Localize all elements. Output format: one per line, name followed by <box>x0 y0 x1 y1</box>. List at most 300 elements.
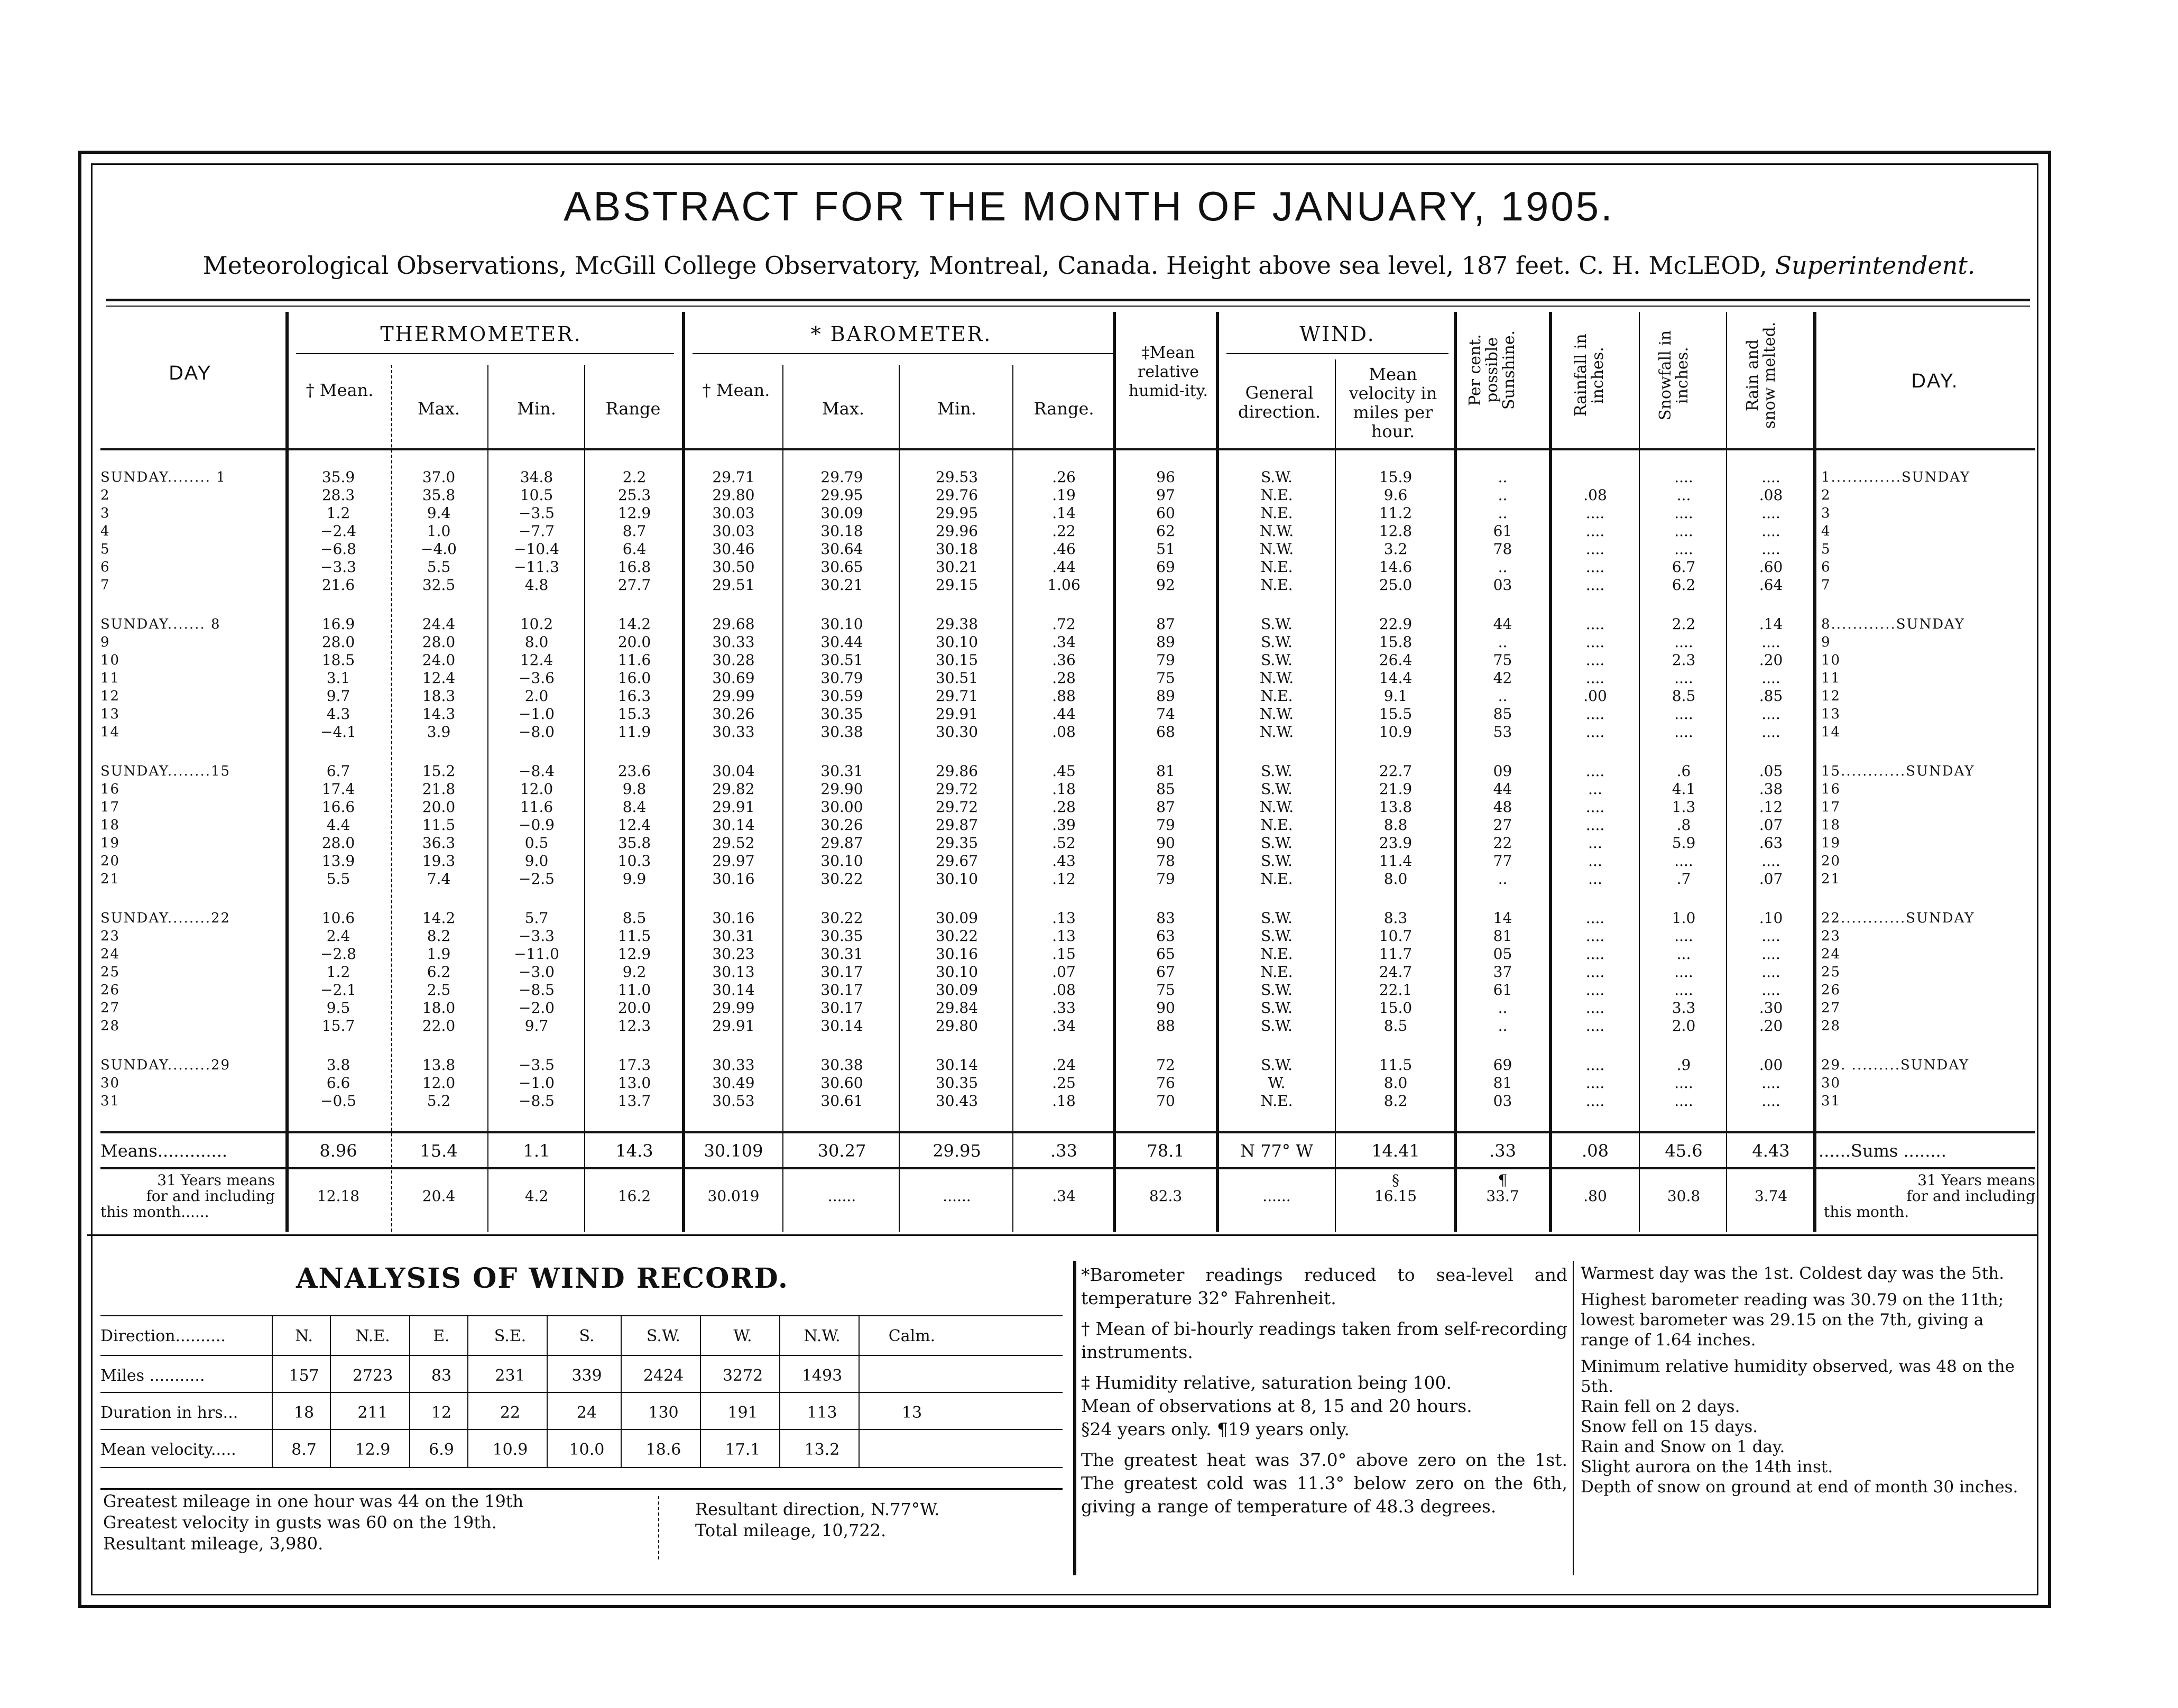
cell-hum: 92 <box>1156 576 1175 594</box>
row-day-label-right: 15............SUNDAY <box>1821 763 1975 779</box>
cell-brange: .28 <box>1052 798 1076 816</box>
cell-bmax: 29.79 <box>820 468 863 486</box>
row-day-label-right: 21 <box>1821 871 1841 887</box>
cell-rain: .... <box>1585 1092 1605 1110</box>
cell-bmean: 30.16 <box>712 870 755 888</box>
day-header-right: DAY. <box>1911 370 1959 392</box>
cell-tmean: 17.4 <box>321 780 355 798</box>
cell-bmin: 30.10 <box>935 870 979 888</box>
wind-miles-cell: 2424 <box>643 1367 684 1385</box>
cell-tmean: 35.9 <box>321 468 355 486</box>
cell-tmax: 1.9 <box>427 945 451 963</box>
thermo-max-header: Max. <box>417 399 460 419</box>
cell-sun: 03 <box>1493 1092 1512 1110</box>
table-row <box>0 688 2178 704</box>
table-row <box>0 505 2178 521</box>
cell-bmin: 30.09 <box>935 909 979 927</box>
cell-trange: 13.0 <box>617 1074 651 1092</box>
cell-rs: .63 <box>1759 834 1783 852</box>
resultant-mileage: Resultant mileage, 3,980. <box>103 1534 324 1554</box>
cell-tmax: 6.2 <box>427 963 451 981</box>
wind-duration-cell: Duration in hrs... <box>100 1404 238 1422</box>
cell-tmax: 32.5 <box>422 576 456 594</box>
row-day-label: 17 <box>100 799 121 815</box>
cell-bmean: 30.50 <box>712 558 755 576</box>
cell-bmax: 30.35 <box>820 927 863 945</box>
cell-tmax: 19.3 <box>422 852 456 870</box>
cell-tmin: 12.0 <box>520 780 553 798</box>
row-day-label-right: 26 <box>1821 982 1841 998</box>
cell-hum: 70 <box>1156 1092 1175 1110</box>
years-direction: ...... <box>1262 1187 1291 1205</box>
cell-dir: N.E. <box>1260 945 1293 963</box>
cell-rs: .... <box>1761 1074 1780 1092</box>
note-heat-cold: The greatest heat was 37.0° above zero on the 1st. The greatest cold was 11.3° below zero on the 6th, giving a range of temperature of 48.3 degrees. <box>1081 1450 1567 1517</box>
cell-tmin: −11.3 <box>514 558 559 576</box>
cell-rain: .08 <box>1583 486 1607 504</box>
cell-dir: S.W. <box>1261 927 1293 945</box>
cell-bmax: 30.31 <box>820 762 863 780</box>
wind-analysis-table <box>100 1311 1052 1485</box>
cell-rs: .... <box>1761 852 1780 870</box>
row-day-label-right: 5 <box>1821 541 1831 557</box>
cell-rs: .... <box>1761 504 1780 522</box>
cell-snow: .... <box>1674 468 1693 486</box>
row-day-label-right: 14 <box>1821 724 1841 740</box>
cell-bmin: 29.95 <box>935 504 979 522</box>
cell-vel: 21.9 <box>1379 780 1413 798</box>
cell-bmean: 30.03 <box>712 522 755 540</box>
cell-tmax: 12.4 <box>422 669 456 687</box>
cell-rs: .20 <box>1759 1017 1783 1035</box>
wind-velocity-header: Mean velocity in miles per hour. <box>1349 364 1437 441</box>
cell-rain: .... <box>1585 615 1605 633</box>
years-rainfall: .80 <box>1583 1187 1607 1205</box>
row-day-label-right: 7 <box>1821 577 1831 593</box>
cell-sun: 42 <box>1493 669 1512 687</box>
cell-brange: .72 <box>1052 615 1076 633</box>
cell-rs: .12 <box>1759 798 1783 816</box>
wind-headers-cell: Direction.......... <box>100 1327 226 1345</box>
cell-hum: 87 <box>1156 615 1175 633</box>
cell-bmin: 30.16 <box>935 945 979 963</box>
cell-tmin: −2.5 <box>519 870 555 888</box>
cell-dir: N.W. <box>1259 669 1294 687</box>
thermo-mean-header: † Mean. <box>306 380 374 400</box>
cell-tmax: −4.0 <box>421 540 457 558</box>
cell-dir: N.E. <box>1260 1092 1293 1110</box>
cell-bmin: 29.84 <box>935 999 979 1017</box>
cell-tmax: 24.4 <box>422 615 456 633</box>
cell-trange: 2.2 <box>622 468 647 486</box>
cell-bmax: 30.10 <box>820 615 863 633</box>
row-day-label-right: 3 <box>1821 505 1831 521</box>
cell-sun: 61 <box>1493 981 1512 999</box>
cell-tmin: −3.5 <box>519 1056 555 1074</box>
cell-tmean: 3.1 <box>326 669 350 687</box>
wind-duration-cell: 13 <box>901 1404 922 1422</box>
wind-velocity-cell: 12.9 <box>355 1441 391 1459</box>
cell-tmax: 14.2 <box>422 909 456 927</box>
cell-snow: .8 <box>1676 816 1691 834</box>
cell-tmax: 20.0 <box>422 798 456 816</box>
cell-dir: S.W. <box>1261 999 1293 1017</box>
snowfall-header: Snowfall in inches. <box>1656 330 1692 421</box>
cell-tmax: 35.8 <box>422 486 456 504</box>
row-day-label-right: 27 <box>1821 1000 1841 1016</box>
cell-dir: S.W. <box>1261 834 1293 852</box>
cell-bmax: 30.35 <box>820 705 863 723</box>
cell-tmax: 1.0 <box>427 522 451 540</box>
cell-sun: 48 <box>1493 798 1512 816</box>
cell-tmax: 14.3 <box>422 705 456 723</box>
wind-miles-cell: 157 <box>289 1367 319 1385</box>
cell-dir: S.W. <box>1261 981 1293 999</box>
cell-snow: .... <box>1674 1074 1693 1092</box>
cell-bmin: 30.18 <box>935 540 979 558</box>
cell-snow: 3.3 <box>1672 999 1696 1017</box>
cell-tmean: −2.1 <box>320 981 356 999</box>
cell-tmin: 34.8 <box>520 468 553 486</box>
cell-tmean: 6.6 <box>326 1074 350 1092</box>
cell-sun: .. <box>1498 468 1508 486</box>
row-day-label-right: 31 <box>1821 1093 1841 1109</box>
table-row <box>0 871 2178 887</box>
cell-bmax: 30.60 <box>820 1074 863 1092</box>
cell-tmax: 3.9 <box>427 723 451 741</box>
cell-hum: 67 <box>1156 963 1175 981</box>
wind-miles-cell: 1493 <box>801 1367 843 1385</box>
cell-bmean: 30.31 <box>712 927 755 945</box>
wind-miles-cell: 83 <box>431 1367 452 1385</box>
cell-hum: 79 <box>1156 816 1175 834</box>
cell-trange: 8.5 <box>622 909 647 927</box>
cell-tmax: 2.5 <box>427 981 451 999</box>
cell-hum: 60 <box>1156 504 1175 522</box>
cell-vel: 12.8 <box>1379 522 1413 540</box>
cell-bmax: 30.14 <box>820 1017 863 1035</box>
cell-tmean: 28.0 <box>321 633 355 651</box>
cell-sun: 81 <box>1493 927 1512 945</box>
row-day-label: 21 <box>100 871 121 887</box>
cell-rs: .... <box>1761 945 1780 963</box>
cell-vel: 15.8 <box>1379 633 1413 651</box>
cell-hum: 79 <box>1156 870 1175 888</box>
cell-sun: 22 <box>1493 834 1512 852</box>
cell-tmin: −7.7 <box>519 522 555 540</box>
cell-tmax: 21.8 <box>422 780 456 798</box>
footnotes-right <box>1581 1263 2030 1497</box>
cell-tmean: 16.9 <box>321 615 355 633</box>
cell-brange: .44 <box>1052 705 1076 723</box>
cell-hum: 75 <box>1156 669 1175 687</box>
table-row <box>0 1075 2178 1091</box>
analysis-title: ANALYSIS OF WIND RECORD. <box>296 1262 789 1295</box>
row-day-label-right: 23 <box>1821 928 1841 944</box>
cell-bmax: 30.51 <box>820 651 863 669</box>
cell-vel: 22.9 <box>1379 615 1413 633</box>
cell-tmin: 8.0 <box>524 633 549 651</box>
cell-bmax: 30.17 <box>820 981 863 999</box>
cell-rs: .... <box>1761 669 1780 687</box>
cell-tmax: 11.5 <box>422 816 456 834</box>
wind-velocity-cell: 10.0 <box>569 1441 605 1459</box>
cell-tmean: 28.3 <box>321 486 355 504</box>
row-day-label: 18 <box>100 817 121 833</box>
cell-dir: N.W. <box>1259 723 1294 741</box>
years-sunshine-mark: ¶ <box>1498 1171 1508 1189</box>
cell-trange: 9.8 <box>622 780 647 798</box>
cell-hum: 89 <box>1156 633 1175 651</box>
cell-dir: N.E. <box>1260 504 1293 522</box>
sunshine-header: Per cent. possible Sunshine. <box>1466 330 1518 410</box>
cell-tmin: 5.7 <box>524 909 549 927</box>
cell-tmean: 18.5 <box>321 651 355 669</box>
cell-hum: 89 <box>1156 687 1175 705</box>
greatest-velocity: Greatest velocity in gusts was 60 on the 19th. <box>103 1512 497 1532</box>
row-day-label: 9 <box>100 634 110 650</box>
page-subtitle: Meteorological Observations, McGill College Observatory, Montreal, Canada. Height above sea level, 187 feet. C. H. McLEOD, Superintendent. <box>202 251 1976 280</box>
wind-headers-cell: S. <box>579 1327 595 1345</box>
cell-rain: .... <box>1585 762 1605 780</box>
cell-bmin: 30.09 <box>935 981 979 999</box>
cell-tmin: −10.4 <box>514 540 559 558</box>
note-warmest-coldest: Warmest day was the 1st. Coldest day was the 5th. <box>1581 1264 2005 1283</box>
cell-tmax: 12.0 <box>422 1074 456 1092</box>
cell-dir: S.W. <box>1261 615 1293 633</box>
row-day-label: SUNDAY........22 <box>100 910 231 926</box>
wind-velocity-cell: 17.1 <box>725 1441 761 1459</box>
years-trange: 16.2 <box>617 1187 651 1205</box>
cell-bmax: 30.18 <box>820 522 863 540</box>
table-row <box>0 577 2178 593</box>
cell-tmean: −4.1 <box>320 723 356 741</box>
cell-tmax: 22.0 <box>422 1017 456 1035</box>
years-snowfall: 30.8 <box>1667 1187 1701 1205</box>
cell-bmin: 29.72 <box>935 798 979 816</box>
cell-tmean: −0.5 <box>320 1092 356 1110</box>
wind-miles-cell: 339 <box>571 1367 602 1385</box>
cell-rain: .... <box>1585 540 1605 558</box>
wind-headers-cell: W. <box>733 1327 752 1345</box>
cell-bmax: 30.65 <box>820 558 863 576</box>
cell-trange: 25.3 <box>617 486 651 504</box>
means-bmax: 30.27 <box>817 1141 866 1161</box>
table-row <box>0 799 2178 815</box>
cell-tmax: 5.2 <box>427 1092 451 1110</box>
cell-brange: .08 <box>1052 723 1076 741</box>
cell-rs: .... <box>1761 633 1780 651</box>
cell-hum: 76 <box>1156 1074 1175 1092</box>
cell-dir: S.W. <box>1261 909 1293 927</box>
cell-bmin: 29.96 <box>935 522 979 540</box>
years-velocity-mark: § <box>1392 1171 1399 1189</box>
cell-trange: 9.9 <box>622 870 647 888</box>
note-min-humidity: Minimum relative humidity observed, was 48 on the 5th. <box>1581 1357 2015 1396</box>
cell-hum: 75 <box>1156 981 1175 999</box>
row-day-label-right: 22............SUNDAY <box>1821 910 1975 926</box>
table-row <box>0 781 2178 797</box>
table-row <box>0 724 2178 740</box>
day-header-left: DAY <box>169 362 212 384</box>
cell-trange: 6.4 <box>622 540 647 558</box>
cell-sun: .. <box>1498 486 1508 504</box>
footnotes-middle <box>1081 1263 1567 1518</box>
cell-vel: 11.2 <box>1379 504 1413 522</box>
cell-hum: 74 <box>1156 705 1175 723</box>
thermometer-group-header: THERMOMETER. <box>380 322 582 346</box>
cell-trange: 10.3 <box>617 852 651 870</box>
cell-rs: .14 <box>1759 615 1783 633</box>
row-day-label-right: 9 <box>1821 634 1831 650</box>
row-day-label-right: 8............SUNDAY <box>1821 616 1965 632</box>
note-years: §24 years only. ¶19 years only. <box>1081 1419 1350 1439</box>
cell-brange: .12 <box>1052 870 1076 888</box>
cell-rs: .... <box>1761 981 1780 999</box>
row-day-label: 20 <box>100 853 121 869</box>
cell-bmin: 29.87 <box>935 816 979 834</box>
cell-tmin: −1.0 <box>519 1074 555 1092</box>
cell-bmin: 29.71 <box>935 687 979 705</box>
cell-brange: .43 <box>1052 852 1076 870</box>
cell-bmean: 30.46 <box>712 540 755 558</box>
years-sunshine: 33.7 <box>1486 1187 1519 1205</box>
cell-tmin: −2.0 <box>519 999 555 1017</box>
cell-bmean: 30.16 <box>712 909 755 927</box>
cell-vel: 8.2 <box>1383 1092 1408 1110</box>
cell-hum: 83 <box>1156 909 1175 927</box>
cell-vel: 14.4 <box>1379 669 1413 687</box>
cell-bmean: 30.49 <box>712 1074 755 1092</box>
cell-dir: W. <box>1268 1074 1286 1092</box>
cell-tmean: 10.6 <box>321 909 355 927</box>
note-snow-days: Snow fell on 15 days. <box>1581 1417 1758 1436</box>
cell-snow: 2.2 <box>1672 615 1696 633</box>
cell-rs: .... <box>1761 468 1780 486</box>
table-row <box>0 541 2178 557</box>
cell-trange: 12.9 <box>617 945 651 963</box>
cell-hum: 78 <box>1156 852 1175 870</box>
rainfall-header: Rainfall in inches. <box>1572 334 1607 417</box>
cell-sun: .. <box>1498 633 1508 651</box>
row-day-label: 24 <box>100 946 121 962</box>
means-direction: N 77° W <box>1240 1141 1313 1161</box>
cell-vel: 24.7 <box>1379 963 1413 981</box>
cell-brange: .18 <box>1052 1092 1076 1110</box>
cell-bmax: 30.79 <box>820 669 863 687</box>
cell-rs: .05 <box>1759 762 1783 780</box>
cell-rain: .... <box>1585 816 1605 834</box>
row-day-label-right: 10 <box>1821 652 1841 668</box>
row-day-label: 25 <box>100 964 121 980</box>
cell-snow: .... <box>1674 669 1693 687</box>
wind-group-header: WIND. <box>1299 322 1376 346</box>
cell-sun: .. <box>1498 504 1508 522</box>
row-day-label-right: 6 <box>1821 559 1831 575</box>
cell-rain: ... <box>1588 870 1602 888</box>
table-row <box>0 634 2178 650</box>
note-rain-snow-days: Rain and Snow on 1 day. <box>1581 1437 1785 1456</box>
cell-brange: .26 <box>1052 468 1076 486</box>
wind-headers-cell: N. <box>295 1327 313 1345</box>
cell-brange: .18 <box>1052 780 1076 798</box>
cell-rain: .... <box>1585 798 1605 816</box>
cell-trange: 11.6 <box>617 651 651 669</box>
cell-sun: 75 <box>1493 651 1512 669</box>
cell-bmax: 30.44 <box>820 633 863 651</box>
baro-range-header: Range. <box>1033 399 1094 419</box>
cell-snow: .... <box>1674 963 1693 981</box>
means-tmean: 8.96 <box>319 1141 357 1161</box>
wind-miles-cell: 231 <box>495 1367 525 1385</box>
cell-brange: .52 <box>1052 834 1076 852</box>
cell-tmin: −8.0 <box>519 723 555 741</box>
cell-tmax: 37.0 <box>422 468 456 486</box>
row-day-label-right: 25 <box>1821 964 1841 980</box>
cell-bmean: 30.33 <box>712 633 755 651</box>
cell-rs: .... <box>1761 963 1780 981</box>
cell-brange: .24 <box>1052 1056 1076 1074</box>
cell-tmean: 6.7 <box>326 762 350 780</box>
cell-bmean: 29.99 <box>712 999 755 1017</box>
cell-trange: 13.7 <box>617 1092 651 1110</box>
cell-hum: 88 <box>1156 1017 1175 1035</box>
note-aurora: Slight aurora on the 14th inst. <box>1581 1457 1833 1476</box>
row-day-label: 28 <box>100 1018 121 1034</box>
cell-brange: .88 <box>1052 687 1076 705</box>
cell-brange: .28 <box>1052 669 1076 687</box>
row-day-label: 16 <box>100 781 121 797</box>
cell-tmax: 24.0 <box>422 651 456 669</box>
note-mean: † Mean of bi-hourly readings taken from self-recording instruments. <box>1081 1318 1567 1362</box>
means-snowfall: 45.6 <box>1665 1141 1703 1161</box>
cell-vel: 15.0 <box>1379 999 1413 1017</box>
row-day-label-right: 16 <box>1821 781 1841 797</box>
note-barometer: *Barometer readings reduced to sea-level and temperature 32° Fahrenheit. <box>1081 1264 1567 1308</box>
cell-brange: .46 <box>1052 540 1076 558</box>
cell-sun: .. <box>1498 999 1508 1017</box>
cell-rain: .... <box>1585 1056 1605 1074</box>
row-day-label: 26 <box>100 982 121 998</box>
cell-rain: .... <box>1585 633 1605 651</box>
cell-brange: 1.06 <box>1047 576 1081 594</box>
wind-duration-cell: 18 <box>293 1404 315 1422</box>
table-row <box>0 835 2178 851</box>
cell-trange: 15.3 <box>617 705 651 723</box>
cell-tmean: 9.7 <box>326 687 350 705</box>
cell-bmean: 30.13 <box>712 963 755 981</box>
cell-snow: 6.7 <box>1672 558 1696 576</box>
wind-velocity-cell: Mean velocity..... <box>100 1441 236 1459</box>
cell-rain: ... <box>1588 834 1602 852</box>
row-day-label-right: 19 <box>1821 835 1841 851</box>
years-rain-snow: 3.74 <box>1754 1187 1788 1205</box>
long-term-right-label-1: 31 Years means <box>1917 1171 2035 1189</box>
cell-trange: 12.3 <box>617 1017 651 1035</box>
cell-bmin: 30.14 <box>935 1056 979 1074</box>
cell-tmean: 2.4 <box>326 927 350 945</box>
cell-dir: N.W. <box>1259 798 1294 816</box>
cell-sun: 14 <box>1493 909 1512 927</box>
cell-snow: 5.9 <box>1672 834 1696 852</box>
cell-bmin: 30.30 <box>935 723 979 741</box>
row-day-label: 3 <box>100 505 110 521</box>
cell-bmin: 30.22 <box>935 927 979 945</box>
cell-sun: 77 <box>1493 852 1512 870</box>
cell-sun: 44 <box>1493 780 1512 798</box>
cell-tmax: 18.3 <box>422 687 456 705</box>
cell-rain: .... <box>1585 669 1605 687</box>
